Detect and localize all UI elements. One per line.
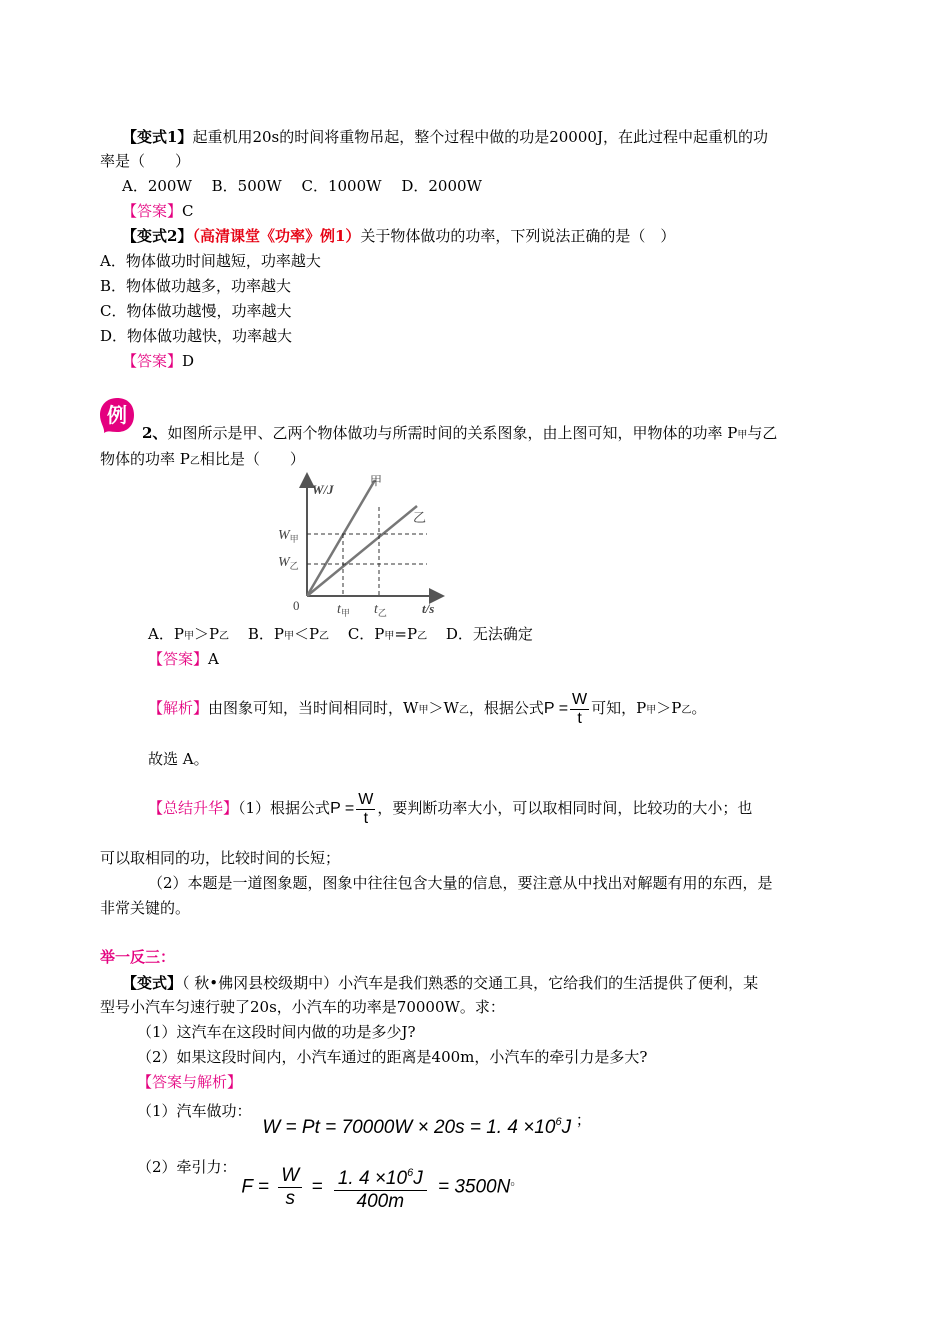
variant2-option-d: D．物体做功越快，功率越大 <box>100 327 293 345</box>
formula-p: P = <box>543 700 569 717</box>
origin-label: 0 <box>293 598 300 613</box>
practice-answer1: （1）汽车做功： W = Pt = 70000W × 20s = 1. $4 \times 10^6J$ ； <box>137 1102 591 1138</box>
example2-analysis: 【解析】由图象可知，当时间相同时，W甲＞W乙，根据公式P = $\frac{W}{t}$ 可知，P甲＞P乙。 <box>148 690 707 727</box>
variant2-question: 【变式2】（高清课堂《功率》例1）关于物体做功的功率，下列说法正确的是（ ） <box>122 227 676 245</box>
line-yi <box>307 506 417 596</box>
practice-heading: 举一反三： <box>100 948 176 966</box>
variant1-line1: 【变式1】起重机用20s的时间将重物吊起，整个过程中做的功是20000J，在此过程中起重机的功 <box>122 128 768 146</box>
w-yi-label: $W_乙$ <box>278 555 299 571</box>
line-jia <box>307 480 375 596</box>
variant2-option-b: B．物体做功越多，功率越大 <box>100 277 292 295</box>
variant2-option-a: A．物体做功时间越短，功率越大 <box>100 252 321 270</box>
variant1-answer: 【答案】C <box>122 202 194 220</box>
summary-label: 【总结升华】 <box>148 799 239 817</box>
practice-q1: （1）这汽车在这段时间内做的功是多少J? <box>137 1023 416 1041</box>
summary-line3: （2）本题是一道图象题，图象中往往包含大量的信息，要注意从中找出对解题有用的东西，是 <box>148 874 773 892</box>
variant1-options: A．200W B．500W C．1000W D．2000W <box>122 177 482 195</box>
example2-options: A．P甲＞P乙 B．P甲＜P乙 C．P甲=P乙 D．无法确定 <box>148 625 533 643</box>
w-jia-label: $W_甲$ <box>278 528 299 544</box>
practice-q2: （2）如果这段时间内，小汽车通过的距离是400m，小汽车的牵引力是多大? <box>137 1048 648 1066</box>
practice-line2: 型号小汽车匀速行驶了20s，小汽车的功率是70000W。求： <box>100 998 505 1016</box>
variant2-source: （高清课堂《功率》例1） <box>192 227 361 245</box>
t-jia-label: $t_甲$ <box>337 602 350 618</box>
force-equation: F = $\frac{W}{s}$ = $\frac{1. 4 \times 10^6J}{400m}$ = 3500N。 <box>241 1162 522 1213</box>
summary-line2: 可以取相同的功，比较时间的长短； <box>100 849 341 867</box>
practice-line1: 【变式】（ 秋•佛冈县校级期中）小汽车是我们熟悉的交通工具，它给我们的生活提供了便利，某 <box>122 974 759 992</box>
answer-label: 【答案】 <box>122 202 183 220</box>
variant2-tag: 【变式2】 <box>122 227 193 245</box>
example-badge-icon <box>98 396 136 434</box>
variant2-answer: 【答案】D <box>122 352 195 370</box>
practice-answer2: （2）牵引力： F = $\frac{W}{s}$ = $\frac{1. 4 \times 10^6J}{400m}$ = 3500N。 <box>137 1158 523 1212</box>
work-time-graph <box>272 472 447 622</box>
y-axis-label: W/J <box>312 482 334 497</box>
summary-line1: 【总结升华】（1）根据公式P = $\frac{W}{t}$ ，要判断功率大小，可以取相同时间，比较功的大小；也 <box>148 790 753 827</box>
example2-answer: 【答案】A <box>148 650 219 668</box>
work-equation: W = Pt = 70000W × 20s = 1. $4 \times 10^6J$ <box>262 1116 572 1138</box>
line-yi-label: 乙 <box>413 510 427 525</box>
example2-line2: 物体的功率 P乙相比是（ ） <box>100 450 305 468</box>
answer-label: 【答案】 <box>122 352 183 370</box>
formula-fraction: $\frac{W}{t}$ <box>572 690 588 727</box>
line-jia-label: 甲 <box>370 474 383 488</box>
example-badge-text: 例 <box>107 405 127 427</box>
practice-answer-label: 【答案与解析】 <box>137 1073 243 1091</box>
variant2-option-c: C．物体做功越慢，功率越大 <box>100 302 292 320</box>
variant1-tag: 【变式1】 <box>122 128 193 146</box>
variant1-line2: 率是（ ） <box>100 152 191 170</box>
analysis-label: 【解析】 <box>148 699 209 717</box>
example2-line1: 2、如图所示是甲、乙两个物体做功与所需时间的关系图象，由上图可知，甲物体的功率 P甲与乙 <box>142 424 778 442</box>
summary-line4: 非常关键的。 <box>100 899 191 917</box>
x-axis-label: t/s <box>422 601 435 616</box>
t-yi-label: $t_乙$ <box>374 602 387 618</box>
example2-choose: 故选 A。 <box>148 750 209 768</box>
